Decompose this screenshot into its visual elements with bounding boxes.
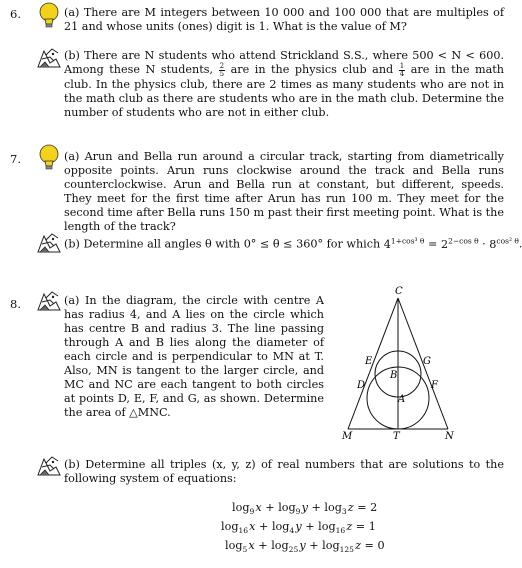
fraction-one-quarter: $\frac{1}{4}$ [399,62,405,78]
problem-number: 7. [10,152,21,166]
label-f: F [431,380,438,391]
label-d: D [357,380,366,391]
dragon-mountain-icon [36,230,62,256]
problem-number: 8. [10,297,21,311]
label-t: T [393,431,400,442]
lightbulb-icon [36,2,62,28]
equation-3: $\log_5$ $x + \log_{25}$ $y + \log_{125}$ z = 0 [225,539,385,555]
problem-8b: (b) Determine all triples (x, y, z) of real numbers that are solutions to the following system of equations: [64,458,504,485]
dragon-mountain-icon [36,45,62,71]
line-mc [348,298,398,429]
problem-7a: (a) Arun and Bella run around a circular track, starting from diametrically opposite points. Arun runs clockwise around the track and Bella runs counterclockwise. Arun and Bella run at constant, but different, speeds. They meet for the first time after Arun has run 100 m. They meet for the second time after Bella runs 150 m past their first meeting point. What is the length of the track? [64,150,504,233]
problem-number: 6. [10,7,21,21]
label-g: G [423,356,431,367]
label-b: B [390,370,398,381]
problem-7b: (b) Determine all angles θ with 0° ≤ θ ≤ 360° for which $4^{1+cos^3 \theta} = 2^{2-cos \theta} \cdot 8^{cos^2 \theta}$ [64,236,519,251]
dragon-mountain-icon [36,288,62,314]
label-m: M [342,431,353,442]
geometry-diagram [332,284,464,444]
label-e: E [365,356,373,367]
equation-2: $\log_{16}$ $x + \log_4$ $y + \log_{16}$ z = 1 [221,520,376,536]
lightbulb-icon [36,144,62,170]
problem-6b: (b) There are N students who attend Strickland S.S., where 500 < N < 600. Among these N students, $\frac{2}{5}$ are in the physics club and $\frac{1}{4}$ are in the math club. In the physics club, there are 2 times as many students who are not in the math club as there are students who are in the math club. Determine the number of students who are not in either club. [64,49,505,119]
dragon-mountain-icon [36,453,62,479]
label-c: C [395,286,403,297]
fraction-two-fifths: $\frac{2}{5}$ [219,62,225,78]
label-n: N [445,431,454,442]
problem-8a: (a) In the diagram, the circle with centre A has radius 4, and A lies on the circle which has centre B and radius 3. The line passing through A and B lies along the diameter of each circle and is perpendicular to MN at T. Also, MN is tangent to the larger circle, and MC and NC are each tangent to both circles at points D, E, F, and G, as shown. Determine the area of △MNC. [64,294,324,419]
problem-6a: (a) There are M integers between 10 000 and 100 000 that are multiples of 21 and whose units (ones) digit is 1. What is the value of M? [64,6,504,33]
equation-1: $\log_9$ $x + \log_9$ $y + \log_3$ z = 2 [232,501,378,517]
label-a: A [398,394,406,405]
